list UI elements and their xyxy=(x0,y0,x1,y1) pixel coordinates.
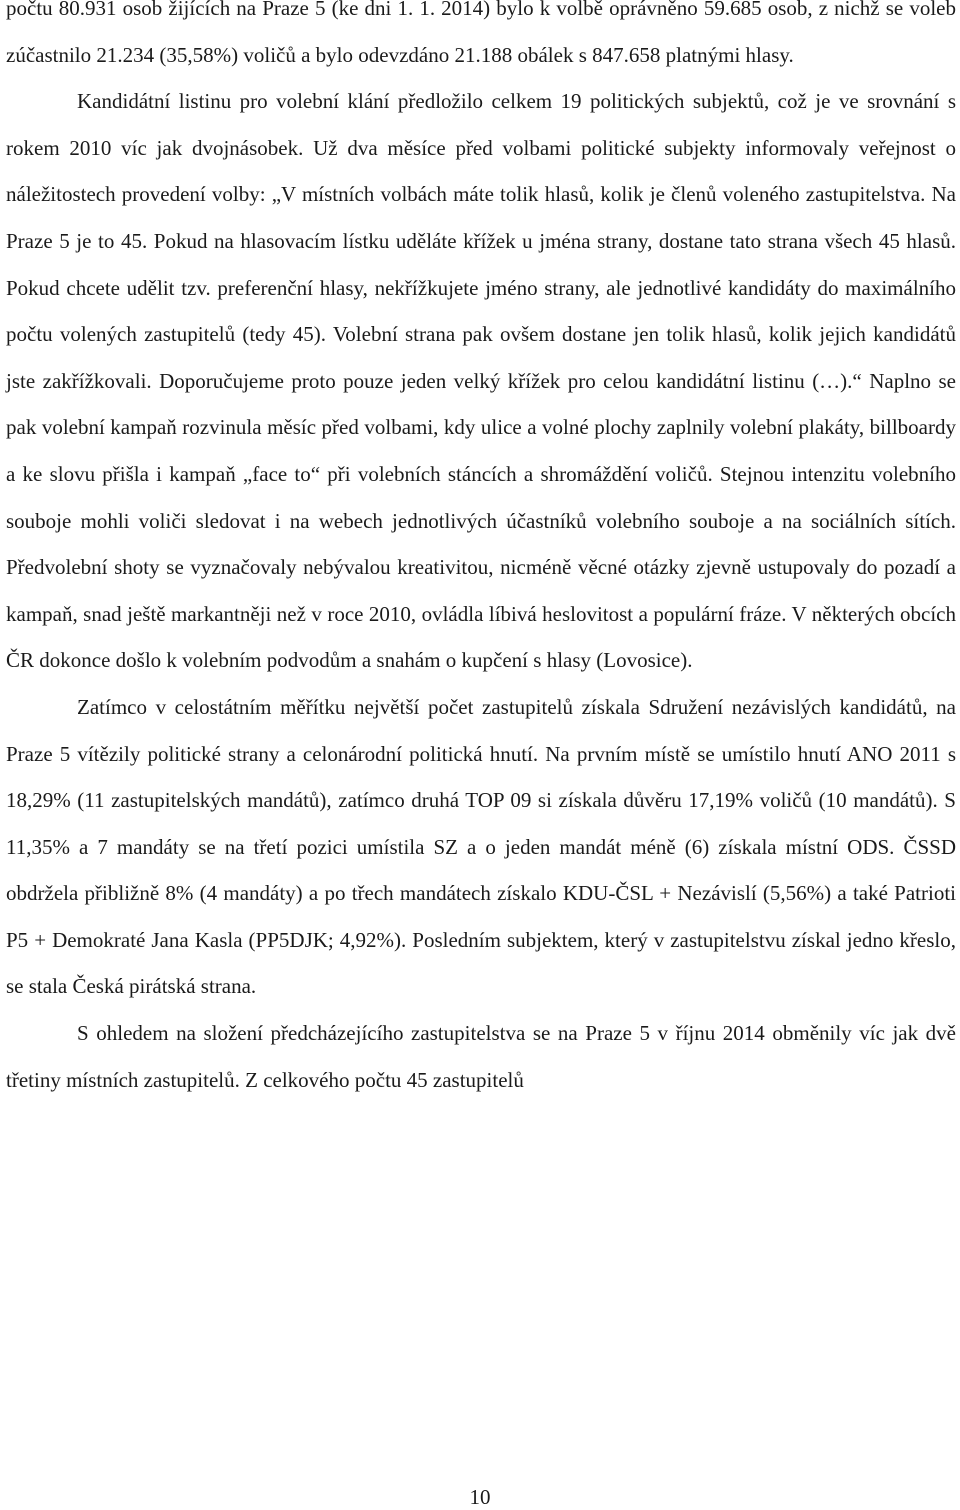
paragraph-council-composition: S ohledem na složení předcházejícího zastupitelstva se na Praze 5 v říjnu 2014 obměnily víc jak dvě třetiny místních zastupitelů. Z celkového počtu 45 zastupitelů xyxy=(6,1021,956,1092)
page-number: 10 xyxy=(469,1485,491,1509)
paragraph-election-results: Zatímco v celostátním měřítku největší počet zastupitelů získala Sdružení nezávislých kandidátů, na Praze 5 vítězily politické strany a celonárodní politická hnutí. Na prvním místě se umístilo hnutí ANO 2011 s 18,29% (11 zastupitelských mandátů), zatímco druhá TOP 09 si získala důvěru 17,19% voličů (10 mandátů). S 11,35% a 7 mandáty se na třetí pozici umístila SZ a o jeden mandát méně (6) získala místní ODS. ČSSD obdržela přibližně 8% (4 mandáty) a po třech mandátech získalo KDU-ČSL + Nezávislí (5,56%) a také Patrioti P5 + Demokraté Jana Kasla (PP5DJK; 4,92%). Posledním subjektem, který v zastupitelstvu získal jedno křeslo, se stala Česká pirátská strana. xyxy=(6,694,956,999)
paragraph-candidate-lists-campaign: Kandidátní listinu pro volební klání předložilo celkem 19 politických subjektů, což je ve srovnání s rokem 2010 víc jak dvojnásobek. Už dva měsíce před volbami politické subjekty informovaly veřejnost o náležitostech provedení volby: „V místních volbách máte tolik hlasů, kolik je členů voleného zastupitelstva. Na Praze 5 je to 45. Pokud na hlasovacím lístku uděláte křížek u jména strany, dostane tato strana všech 45 hlasů. Pokud chcete udělit tzv. preferenční hlasy, nekřížkujete jméno strany, ale jednotlivé kandidáty do maximálního počtu volených zastupitelů (tedy 45). Volební strana pak ovšem dostane jen tolik hlasů, kolik jejich kandidátů jste zakřížkovali. Doporučujeme proto pouze jeden velký křížek pro celou kandidátní listinu (…).“ Naplno se pak volební kampaň rozvinula měsíc před volbami, kdy ulice a volné plochy zaplnily volební plakáty, billboardy a ke slovu přišla i kampaň „face to“ při volebních stáncích a shromáždění voličů. Stejnou intenzitu volebního souboje mohli voliči sledovat i na webech jednotlivých účastníků volebního souboje a na sociálních sítích. Předvolební shoty se vyznačovaly nebývalou kreativitou, nicméně věcné otázky zjevně ustupovaly do pozadí a kampaň, snad ještě markantněji než v roce 2010, ovládla líbivá heslovitost a populární fráze. V některých obcích ČR dokonce došlo k volebním podvodům a snahám o kupčení s hlasy (Lovosice). xyxy=(6,89,956,673)
document-page xyxy=(6,0,956,1103)
paragraph-voter-statistics: počtu 80.931 osob žijících na Praze 5 (ke dni 1. 1. 2014) bylo k volbě oprávněno 59.685 osob, z nichž se voleb zúčastnilo 21.234 (35,58%) voličů a bylo odevzdáno 21.188 obálek s 847.658 platnými hlasy. xyxy=(6,0,956,67)
